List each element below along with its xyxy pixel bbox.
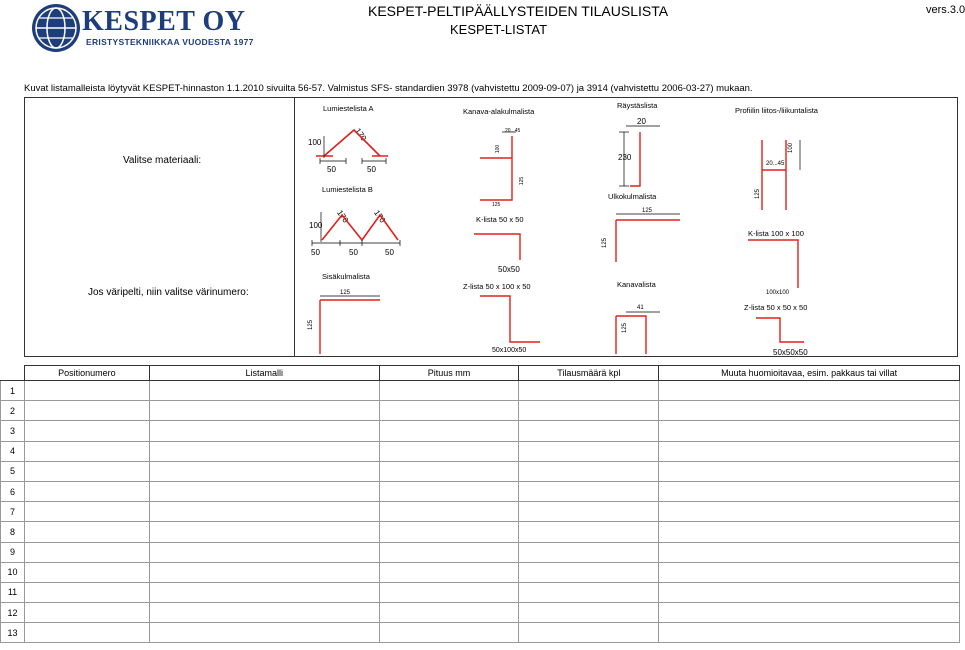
listamalli-cell[interactable] (149, 461, 379, 481)
table-row (1, 623, 960, 643)
dim-label: 125 (519, 176, 526, 186)
muuta-cell[interactable] (659, 401, 960, 421)
logo-name: KESPET OY (82, 6, 246, 37)
dim-label: 100 (308, 138, 322, 147)
table-header-row (1, 366, 960, 381)
dim-label: 100 (309, 221, 323, 230)
profile-lumiestelista-a[interactable]: Lumiestelista A (323, 104, 374, 113)
listamalli-cell[interactable] (149, 582, 379, 602)
muuta-cell[interactable] (659, 542, 960, 562)
pituus-cell[interactable] (379, 542, 519, 562)
muuta-cell[interactable] (659, 603, 960, 623)
profile-profiilin-liitos[interactable]: Profiilin liitos-/liikuntalista (735, 106, 818, 115)
dim-label: 170 (353, 126, 369, 143)
table-row (1, 603, 960, 623)
table-row (1, 562, 960, 582)
muuta-cell[interactable] (659, 461, 960, 481)
muuta-cell[interactable] (659, 421, 960, 441)
tilausmaara-cell[interactable] (519, 562, 659, 582)
profile-sisakulmalista[interactable]: Sisäkulmalista (322, 272, 370, 281)
row-number: 7 (1, 502, 25, 522)
dim-label: 125 (622, 322, 629, 334)
dim-label: 50 (349, 248, 358, 257)
row-number: 9 (1, 542, 25, 562)
listamalli-cell[interactable] (149, 542, 379, 562)
dim-label: 50x50x50 (773, 348, 808, 357)
col-tilausmaara: Tilausmäärä kpl (519, 366, 659, 381)
positionumero-cell[interactable] (24, 562, 149, 582)
table-row (1, 481, 960, 501)
row-number: 13 (1, 623, 25, 643)
muuta-cell[interactable] (659, 502, 960, 522)
pituus-cell[interactable] (379, 623, 519, 643)
row-number: 12 (1, 603, 25, 623)
dim-label: 41 (637, 305, 644, 311)
dim-label: 50 (327, 165, 336, 174)
dim-label: 125 (642, 208, 653, 214)
tilausmaara-cell[interactable] (519, 603, 659, 623)
tilausmaara-cell[interactable] (519, 381, 659, 401)
intro-text: Kuvat listamalleista löytyvät KESPET-hinnaston 1.1.2010 sivuilta 56-57. Valmistus SFS- standardien 3978 (vahvistettu 2009-09-07) ja 3914 (vahvistettu 2006-03-27) mukaan. (24, 83, 753, 94)
positionumero-cell[interactable] (24, 623, 149, 643)
dim-label: 50 (385, 248, 394, 257)
positionumero-cell[interactable] (24, 421, 149, 441)
row-number-header (1, 366, 25, 381)
positionumero-cell[interactable] (24, 522, 149, 542)
col-listamalli: Listamalli (149, 366, 379, 381)
tilausmaara-cell[interactable] (519, 441, 659, 461)
positionumero-cell[interactable] (24, 461, 149, 481)
version-label: vers.3.0 (926, 4, 965, 16)
muuta-cell[interactable] (659, 381, 960, 401)
dim-label: 170 (372, 208, 388, 225)
listamalli-cell[interactable] (149, 562, 379, 582)
profile-k-lista-50[interactable]: K-lista 50 x 50 (476, 215, 524, 224)
positionumero-cell[interactable] (24, 481, 149, 501)
tilausmaara-cell[interactable] (519, 421, 659, 441)
listamalli-cell[interactable] (149, 522, 379, 542)
muuta-cell[interactable] (659, 441, 960, 461)
row-number: 11 (1, 582, 25, 602)
muuta-cell[interactable] (659, 623, 960, 643)
dim-label: 50x100x50 (492, 347, 527, 354)
col-muuta: Muuta huomioitavaa, esim. pakkaus tai villat (659, 366, 960, 381)
dim-label: 20 (637, 117, 646, 126)
positionumero-cell[interactable] (24, 582, 149, 602)
pituus-cell[interactable] (379, 502, 519, 522)
logo-tagline: ERISTYSTEKNIIKKAA VUODESTA 1977 (86, 37, 254, 47)
positionumero-cell[interactable] (24, 441, 149, 461)
color-label: Jos väripelti, niin valitse värinumero: (88, 287, 249, 298)
dim-label: 100 (495, 144, 502, 154)
table-row (1, 401, 960, 421)
listamalli-cell[interactable] (149, 623, 379, 643)
dim-label: 125 (755, 188, 762, 200)
table-row (1, 502, 960, 522)
material-label: Valitse materiaali: (123, 155, 202, 166)
tilausmaara-cell[interactable] (519, 461, 659, 481)
table-row (1, 582, 960, 602)
tilausmaara-cell[interactable] (519, 582, 659, 602)
positionumero-cell[interactable] (24, 401, 149, 421)
dim-label: 50 (311, 248, 320, 257)
row-number: 2 (1, 401, 25, 421)
pituus-cell[interactable] (379, 401, 519, 421)
row-number: 10 (1, 562, 25, 582)
profile-k-lista-100[interactable]: K-lista 100 x 100 (748, 229, 804, 238)
pituus-cell[interactable] (379, 522, 519, 542)
positionumero-cell[interactable] (24, 502, 149, 522)
row-number: 4 (1, 441, 25, 461)
dim-label: 50x50 (498, 265, 520, 274)
col-positionumero: Positionumero (24, 366, 149, 381)
row-number: 3 (1, 421, 25, 441)
profile-ulkokulmalista[interactable]: Ulkokulmalista (608, 192, 657, 201)
profile-z-lista-50-50[interactable]: Z-lista 50 x 50 x 50 (744, 303, 808, 312)
dim-label: 50 (367, 165, 376, 174)
dim-label: 230 (618, 153, 632, 162)
profile-kanava-alakulmalista[interactable]: Kanava-alakulmalista (463, 107, 535, 116)
tilausmaara-cell[interactable] (519, 481, 659, 501)
positionumero-cell[interactable] (24, 542, 149, 562)
pituus-cell[interactable] (379, 603, 519, 623)
row-number: 8 (1, 522, 25, 542)
listamalli-cell[interactable] (149, 502, 379, 522)
table-row (1, 461, 960, 481)
dim-label: 100x100 (766, 290, 790, 296)
tilausmaara-cell[interactable] (519, 401, 659, 421)
page-title: KESPET-PELTIPÄÄLLYSTEIDEN TILAUSLISTA (368, 3, 669, 19)
muuta-cell[interactable] (659, 562, 960, 582)
muuta-cell[interactable] (659, 481, 960, 501)
listamalli-cell[interactable] (149, 381, 379, 401)
positionumero-cell[interactable] (24, 381, 149, 401)
dim-label: 170 (335, 208, 351, 225)
tilausmaara-cell[interactable] (519, 522, 659, 542)
dim-label: 125 (602, 237, 609, 249)
col-pituus: Pituus mm (379, 366, 519, 381)
order-table (0, 365, 960, 643)
listamalli-cell[interactable] (149, 603, 379, 623)
muuta-cell[interactable] (659, 582, 960, 602)
listamalli-cell[interactable] (149, 401, 379, 421)
profile-kanavalista[interactable]: Kanavalista (617, 280, 656, 289)
row-number: 1 (1, 381, 25, 401)
listamalli-cell[interactable] (149, 481, 379, 501)
pituus-cell[interactable] (379, 441, 519, 461)
table-row (1, 421, 960, 441)
table-row (1, 381, 960, 401)
pituus-cell[interactable] (379, 562, 519, 582)
pituus-cell[interactable] (379, 381, 519, 401)
profile-z-lista-50-100[interactable]: Z-lista 50 x 100 x 50 (463, 282, 531, 291)
dim-label: 100 (788, 142, 795, 154)
dim-label: 125 (308, 319, 315, 331)
muuta-cell[interactable] (659, 522, 960, 542)
tilausmaara-cell[interactable] (519, 623, 659, 643)
table-row (1, 522, 960, 542)
pituus-cell[interactable] (379, 461, 519, 481)
pituus-cell[interactable] (379, 421, 519, 441)
profile-lumiestelista-b[interactable]: Lumiestelista B (322, 185, 373, 194)
tilausmaara-cell[interactable] (519, 542, 659, 562)
profile-raystaslista[interactable]: Räystäslista (617, 101, 658, 110)
dim-label: 125 (492, 202, 501, 208)
listamalli-cell[interactable] (149, 421, 379, 441)
dim-label: 125 (340, 290, 351, 296)
page-subtitle: KESPET-LISTAT (450, 22, 548, 37)
positionumero-cell[interactable] (24, 603, 149, 623)
tilausmaara-cell[interactable] (519, 502, 659, 522)
pituus-cell[interactable] (379, 582, 519, 602)
dim-label: 20...45 (505, 128, 521, 134)
dim-label: 20...45 (766, 161, 785, 167)
row-number: 5 (1, 461, 25, 481)
table-row (1, 542, 960, 562)
table-row (1, 441, 960, 461)
row-number: 6 (1, 481, 25, 501)
listamalli-cell[interactable] (149, 441, 379, 461)
pituus-cell[interactable] (379, 481, 519, 501)
